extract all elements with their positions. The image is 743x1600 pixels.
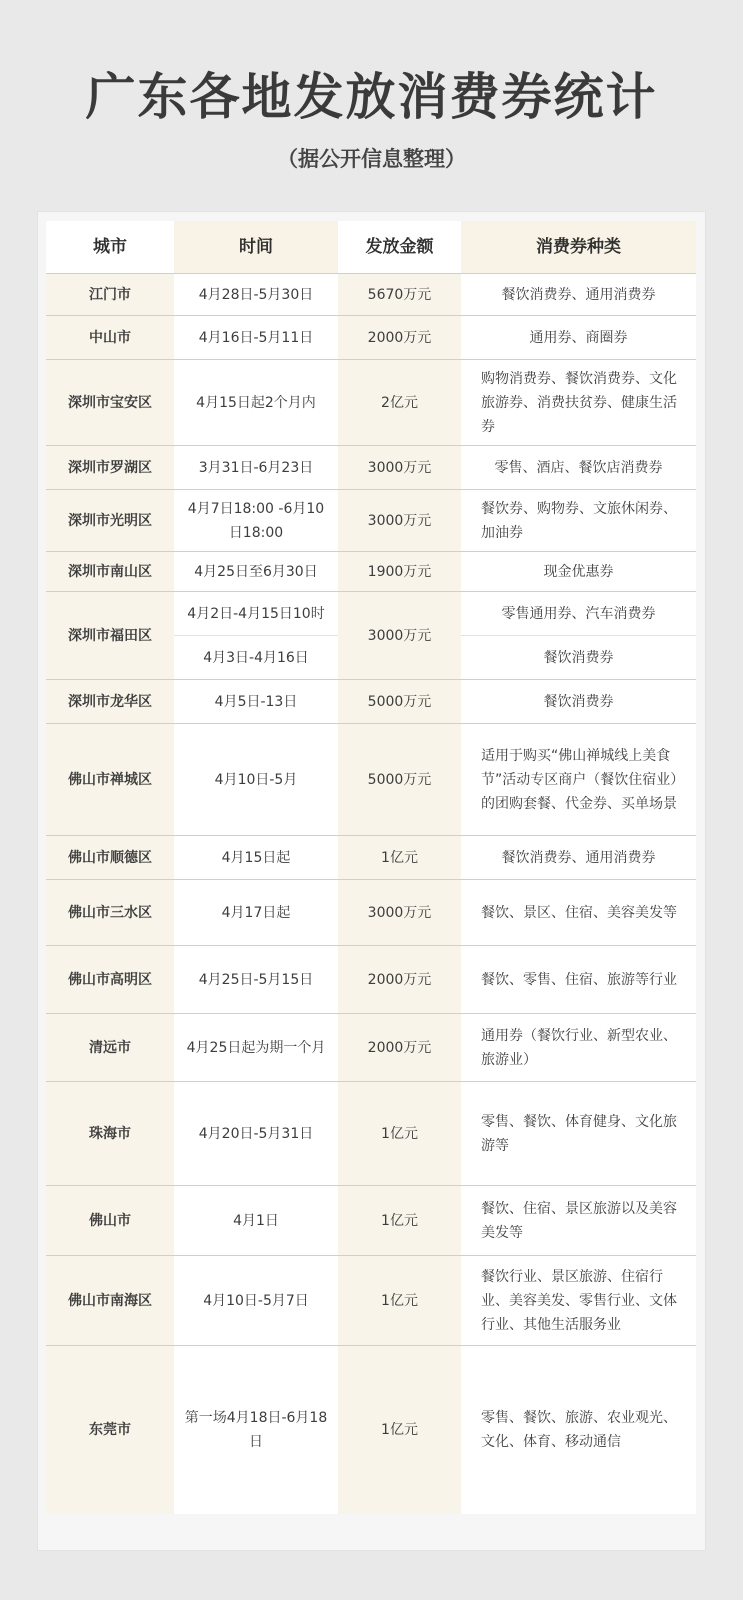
- cell-amount: 3000万元: [338, 490, 461, 552]
- table-row: [46, 490, 696, 552]
- cell-amount: 1亿元: [338, 836, 461, 880]
- cell-time: 4月1日: [174, 1186, 338, 1256]
- cell-types: 餐饮行业、景区旅游、住宿行业、美容美发、零售行业、文体行业、其他生活服务业: [461, 1256, 696, 1346]
- page-subtitle: （据公开信息整理）: [277, 147, 466, 171]
- cell-types: 餐饮消费券、通用消费券: [461, 274, 696, 316]
- cell-time: 4月10日-5月: [174, 724, 338, 836]
- cell-time: 4月25日至6月30日: [174, 552, 338, 592]
- table-row: [46, 592, 696, 636]
- cell-amount: 5670万元: [338, 274, 461, 316]
- cell-amount: 2000万元: [338, 1014, 461, 1082]
- table-row: [46, 446, 696, 490]
- cell-city: 深圳市龙华区: [46, 680, 174, 724]
- cell-time: 3月31日-6月23日: [174, 446, 338, 490]
- cell-types: 通用券（餐饮行业、新型农业、旅游业）: [461, 1014, 696, 1082]
- cell-types: 餐饮、景区、住宿、美容美发等: [461, 880, 696, 946]
- cell-types: 餐饮券、购物券、文旅休闲券、加油券: [461, 490, 696, 552]
- cell-time: 4月25日起为期一个月: [174, 1014, 338, 1082]
- cell-amount: 3000万元: [338, 592, 461, 680]
- page-title: 广东各地发放消费券统计: [85, 68, 658, 126]
- cell-types: 零售通用券、汽车消费券: [461, 592, 696, 636]
- column-header-amount: 发放金额: [338, 221, 461, 274]
- cell-amount: 3000万元: [338, 880, 461, 946]
- table-row: [46, 1346, 696, 1514]
- cell-city: 佛山市高明区: [46, 946, 174, 1014]
- cell-city: 中山市: [46, 316, 174, 360]
- cell-types: 通用券、商圈券: [461, 316, 696, 360]
- cell-city: 深圳市南山区: [46, 552, 174, 592]
- cell-time: 4月7日18:00 -6月10日18:00: [174, 490, 338, 552]
- cell-time: 第一场4月18日-6月18日: [174, 1346, 338, 1514]
- cell-time: 4月3日-4月16日: [174, 636, 338, 680]
- cell-time: 4月2日-4月15日10时: [174, 592, 338, 636]
- cell-amount: 1亿元: [338, 1186, 461, 1256]
- cell-types: 餐饮消费券: [461, 636, 696, 680]
- table-row: [46, 274, 696, 316]
- cell-amount: 2000万元: [338, 946, 461, 1014]
- cell-city: 佛山市三水区: [46, 880, 174, 946]
- cell-time: 4月5日-13日: [174, 680, 338, 724]
- cell-types: 购物消费券、餐饮消费券、文化旅游券、消费扶贫券、健康生活券: [461, 360, 696, 446]
- table-row: [46, 680, 696, 724]
- cell-city: 江门市: [46, 274, 174, 316]
- cell-time: 4月20日-5月31日: [174, 1082, 338, 1186]
- table-row: [46, 946, 696, 1014]
- cell-types: 餐饮、住宿、景区旅游以及美容美发等: [461, 1186, 696, 1256]
- table-row: [46, 880, 696, 946]
- cell-amount: 1亿元: [338, 1082, 461, 1186]
- column-header-city: 城市: [46, 221, 174, 274]
- cell-city: 深圳市宝安区: [46, 360, 174, 446]
- table-row: [46, 724, 696, 836]
- cell-time: 4月25日-5月15日: [174, 946, 338, 1014]
- cell-types: 零售、餐饮、旅游、农业观光、文化、体育、移动通信: [461, 1346, 696, 1514]
- cell-amount: 2亿元: [338, 360, 461, 446]
- cell-city: 佛山市禅城区: [46, 724, 174, 836]
- column-header-types: 消费券种类: [461, 221, 696, 274]
- cell-time: 4月16日-5月11日: [174, 316, 338, 360]
- table-row: [46, 1014, 696, 1082]
- table-row: [46, 360, 696, 446]
- cell-city: 深圳市光明区: [46, 490, 174, 552]
- cell-city: 佛山市南海区: [46, 1256, 174, 1346]
- cell-types: 餐饮消费券: [461, 680, 696, 724]
- cell-city: 东莞市: [46, 1346, 174, 1514]
- coupon-table: [46, 221, 696, 1514]
- cell-types: 餐饮消费券、通用消费券: [461, 836, 696, 880]
- cell-time: 4月10日-5月7日: [174, 1256, 338, 1346]
- cell-city: 珠海市: [46, 1082, 174, 1186]
- cell-time: 4月17日起: [174, 880, 338, 946]
- column-header-time: 时间: [174, 221, 338, 274]
- cell-amount: 3000万元: [338, 446, 461, 490]
- cell-types: 零售、酒店、餐饮店消费券: [461, 446, 696, 490]
- cell-amount: 5000万元: [338, 724, 461, 836]
- cell-types: 零售、餐饮、体育健身、文化旅游等: [461, 1082, 696, 1186]
- cell-types: 餐饮、零售、住宿、旅游等行业: [461, 946, 696, 1014]
- cell-amount: 2000万元: [338, 316, 461, 360]
- table-header-row: [46, 221, 696, 274]
- table-row: [46, 1186, 696, 1256]
- cell-time: 4月28日-5月30日: [174, 274, 338, 316]
- table-row: [46, 1256, 696, 1346]
- table-row: [46, 552, 696, 592]
- cell-amount: 1亿元: [338, 1346, 461, 1514]
- cell-amount: 1900万元: [338, 552, 461, 592]
- cell-city: 佛山市顺德区: [46, 836, 174, 880]
- cell-city: 清远市: [46, 1014, 174, 1082]
- cell-types: 现金优惠券: [461, 552, 696, 592]
- table-row: [46, 1082, 696, 1186]
- cell-city: 佛山市: [46, 1186, 174, 1256]
- cell-time: 4月15日起2个月内: [174, 360, 338, 446]
- cell-city: 深圳市福田区: [46, 592, 174, 680]
- cell-types: 适用于购买“佛山禅城线上美食节”活动专区商户（餐饮住宿业）的团购套餐、代金券、买单场景: [461, 724, 696, 836]
- table-row: [46, 836, 696, 880]
- cell-city: 深圳市罗湖区: [46, 446, 174, 490]
- cell-amount: 5000万元: [338, 680, 461, 724]
- cell-amount: 1亿元: [338, 1256, 461, 1346]
- cell-time: 4月15日起: [174, 836, 338, 880]
- table-row: [46, 316, 696, 360]
